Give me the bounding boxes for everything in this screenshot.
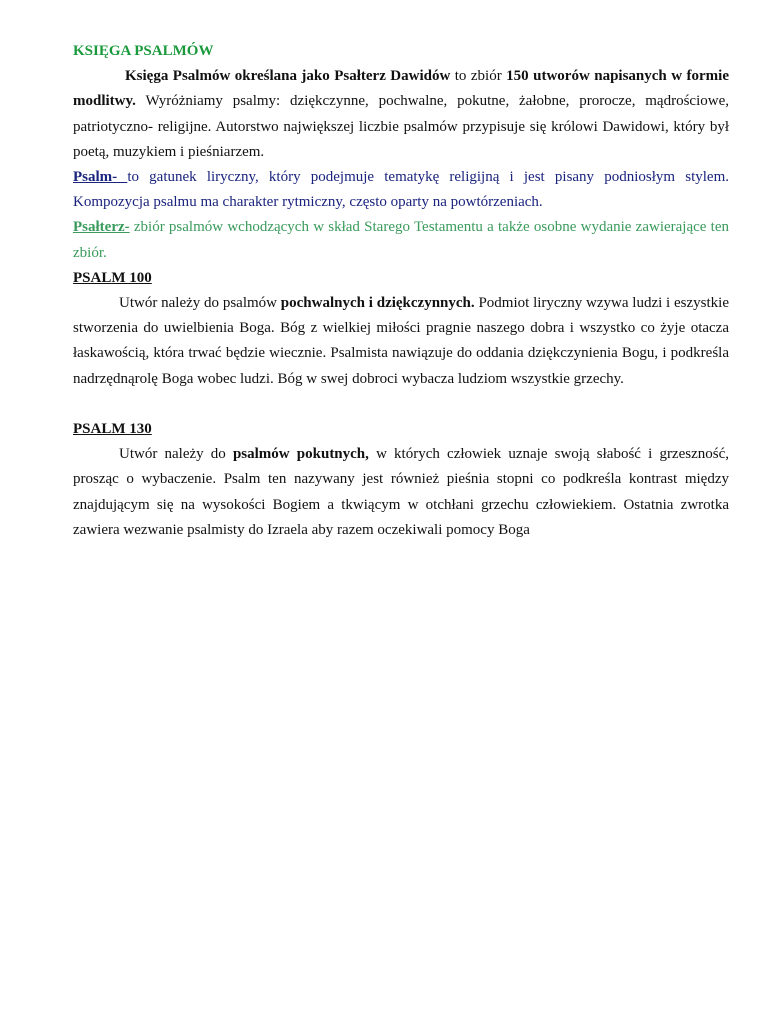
- psalm-130-heading: PSALM 130: [73, 421, 152, 438]
- psalterz-definition-text: zbiór psalmów wchodzących w skład Starego Testamentu a także osobne wydanie zawierające ten zbiór.: [73, 219, 729, 261]
- psalm-definition: [73, 165, 729, 215]
- intro-paragraph: [73, 64, 729, 165]
- psalm-term: Psalm-: [73, 169, 128, 186]
- intro-bold-2: 150 utworów napisanych w formie modlitwy.: [73, 68, 729, 110]
- psalm-130-bold: psalmów pokutnych,: [232, 446, 369, 463]
- intro-text-1: to zbiór: [450, 68, 507, 85]
- psalm-100-paragraph: [73, 291, 729, 392]
- psalterz-term: Psałterz-: [73, 219, 130, 236]
- document-title: KSIĘGA PSALMÓW: [73, 43, 214, 59]
- psalm-130-text-1: Utwór należy do: [119, 446, 233, 463]
- psalm-130-text-2: w których człowiek uznaje swoją słabość i grzeszność, prosząc o wybaczenie. Psalm ten nazywany jest również pieśnia stopni co podkreśla kontrast między znajdującym się na wysokości Bogiem a tkwiącym w otchłani grzechu człowiekiem. Ostatnia zwrotka zawiera wezwanie psalmisty do Izraela aby razem oczekiwali pomocy Boga: [73, 446, 729, 538]
- psalm-130-paragraph: [73, 442, 729, 543]
- blank-line: [73, 392, 729, 417]
- psalm-100-text-1: Utwór należy do psalmów: [119, 295, 281, 312]
- psalm-definition-text: to gatunek liryczny, który podejmuje tematykę religijną i jest pisany podniosłym stylem. Kompozycja psalmu ma charakter rytmiczny, często oparty na powtórzeniach.: [73, 169, 729, 211]
- psalm-100-bold: pochwalnych i dziękczynnych.: [280, 295, 475, 312]
- psalm-100-heading: PSALM 100: [73, 269, 152, 286]
- psalterz-definition: [73, 215, 729, 265]
- psalm-100-text-2: Podmiot liryczny wzywa ludzi i eszystkie stworzenia do uwielbienia Boga. Bóg z wielkiej miłości pragnie naszego dobra i wszystko co żyje otacza łaskawością, która trwać będzie wiecznie. Psalmista nawiązuje do oddania dziękczynienia Bogu, i podkreśla nadrzędnąrolę Boga wobec ludzi. Bóg w swej dobroci wybacza ludziom wszystkie grzechy.: [73, 295, 729, 387]
- intro-text-2: Wyróżniamy psalmy: dziękczynne, pochwalne, pokutne, żałobne, prorocze, mądrościowe, patriotyczno- religijne. Autorstwo największej liczbie psalmów przypisuje się królowi Dawidowi, który był poetą, muzykiem i pieśniarzem.: [73, 93, 729, 160]
- intro-bold-1: Księga Psalmów określana jako Psałterz Dawidów: [125, 68, 451, 85]
